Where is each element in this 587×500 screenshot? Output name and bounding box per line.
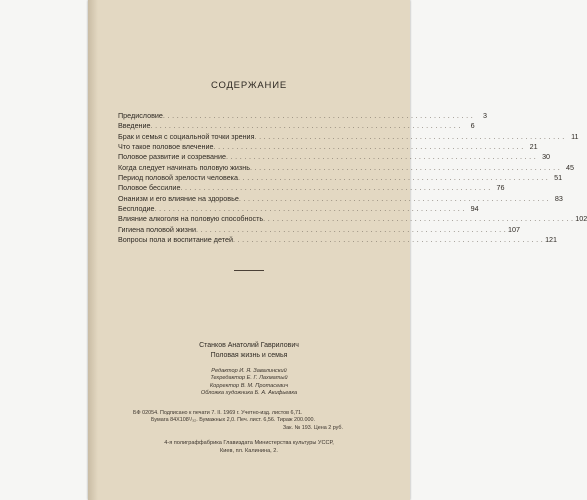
credits-block — [88, 368, 410, 398]
publisher-block — [88, 440, 410, 455]
toc-entry — [118, 235, 558, 245]
toc-entry-page: 21 — [529, 142, 538, 152]
toc-entry-title: Бесплодие — [118, 204, 155, 214]
toc-entry — [118, 183, 505, 193]
toc-leader-dots — [250, 163, 560, 173]
toc-leader-dots — [239, 194, 549, 204]
toc-entry — [118, 173, 563, 183]
toc-leader-dots — [151, 121, 461, 131]
imprint-line: Бумага 84Х108¹/₃₂. Бумажных 2,0. Печ. лист. 6,56. Тираж 200.000. — [151, 417, 316, 424]
toc-entry-title: Что такое половое влечение — [118, 142, 214, 152]
credit-cover-artist: Обложка художника Б. А. Акифьевка — [200, 390, 298, 397]
publisher-line: Киев, пл. Калинина, 2. — [220, 447, 278, 454]
toc-leader-dots — [254, 132, 564, 142]
toc-leader-dots — [233, 235, 543, 245]
toc-entry-title: Половое бессилие — [118, 183, 181, 193]
toc-leader-dots — [213, 142, 523, 152]
toc-entry-page: 94 — [470, 204, 479, 214]
toc-entry-page: 6 — [470, 121, 475, 131]
toc-leader-dots — [163, 111, 473, 121]
toc-leader-dots — [155, 204, 465, 214]
toc-entry-title: Онанизм и его влияние на здоровье — [118, 193, 239, 203]
author-block — [88, 341, 410, 361]
toc-entry-title: Период половой зрелости человека — [118, 173, 238, 183]
toc-entry-title: Когда следует начинать половую жизнь — [118, 162, 250, 172]
toc-entry-page: 76 — [496, 183, 505, 193]
author-name: Станков Анатолий Гаврилович — [199, 342, 299, 349]
toc-entry — [118, 193, 563, 204]
toc-entry-title: Введение — [118, 121, 151, 131]
credit-tech-editor: Техредактор Е. Г. Лахматый — [210, 375, 288, 382]
toc-entry-page: 121 — [545, 235, 558, 245]
toc-leader-dots — [180, 183, 490, 193]
table-of-contents — [118, 111, 587, 245]
credit-proofreader: Корректор В. М. Протасевич — [209, 382, 289, 389]
toc-entry — [118, 142, 538, 152]
imprint-line: БФ 02054. Подписано к печати 7. II. 1969 г. Учетно-изд. листов 6,71. — [133, 410, 303, 416]
toc-leader-dots — [196, 225, 506, 235]
toc-entry-page: 45 — [566, 162, 575, 172]
toc-entry-page: 3 — [483, 111, 488, 120]
toc-entry-page: 102 — [575, 214, 587, 224]
toc-entry-title: Предисловие — [118, 111, 163, 120]
toc-entry — [118, 131, 579, 142]
toc-leader-dots — [238, 173, 548, 183]
toc-leader-dots — [226, 152, 536, 162]
toc-entry-title: Брак и семья с социальной точки зрения — [118, 131, 255, 141]
toc-entry-page: 51 — [554, 173, 563, 183]
toc-entry-page: 30 — [542, 152, 551, 162]
toc-leader-dots — [263, 214, 573, 224]
toc-entry-page: 107 — [508, 224, 521, 234]
book-page — [88, 0, 587, 500]
toc-entry-page: 11 — [571, 131, 579, 141]
section-divider — [234, 270, 264, 271]
toc-entry-title: Половое развитие и созревание — [118, 152, 226, 162]
toc-entry — [118, 152, 551, 162]
toc-entry — [118, 111, 488, 121]
toc-entry — [118, 121, 475, 131]
imprint-line: Зак. № 193. Цена 2 руб. — [282, 424, 343, 431]
toc-entry — [118, 214, 587, 224]
book-title: Половая жизнь и семья — [210, 352, 288, 359]
publisher-line: 4-я полиграффабрика Главиздата Министерства культуры УССР, — [164, 440, 334, 446]
toc-entry — [118, 162, 575, 173]
toc-heading: СОДЕРЖАНИЕ — [211, 80, 287, 91]
toc-entry — [118, 204, 479, 214]
toc-entry — [118, 224, 521, 235]
toc-entry-title: Гигиена половой жизни — [118, 224, 196, 234]
imprint-block — [133, 410, 363, 432]
toc-entry-page: 83 — [554, 193, 563, 203]
toc-entry-title: Влияние алкоголя на половую способность — [118, 214, 264, 224]
toc-entry-title: Вопросы пола и воспитание детей — [118, 235, 233, 245]
credit-editor: Редактор И. Я. Завалинский — [211, 368, 287, 374]
